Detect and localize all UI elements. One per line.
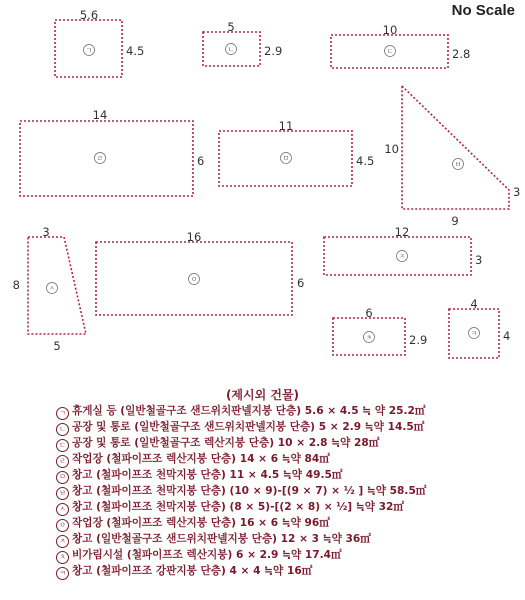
- building-d: [20, 108, 204, 196]
- building-marker: ㅋ: [470, 329, 478, 338]
- legend-item: [56, 484, 516, 500]
- legend-item: [56, 516, 516, 532]
- legend-marker: ㄹ: [56, 455, 69, 468]
- building-outline: [324, 237, 471, 275]
- legend-text: 비가림시설 (철파이프조 렉산지붕) 6 × 2.9 ≒약 17.4㎡: [72, 549, 342, 561]
- dimension-label: 9: [451, 214, 459, 228]
- dimension-label: 6: [365, 306, 373, 320]
- legend-marker: ㅇ: [56, 519, 69, 532]
- dimension-label: 4.5: [356, 154, 375, 168]
- building-marker: ㅊ: [365, 333, 373, 342]
- dimension-label: 12: [394, 225, 410, 239]
- scale-note: No Scale: [451, 2, 515, 19]
- building-marker: ㄷ: [386, 47, 394, 56]
- dimension-label: 6: [297, 276, 305, 290]
- dimension-label: 10: [382, 23, 398, 37]
- legend-text: 창고 (철파이프조 천막지붕 단층) (8 × 5)-[(2 × 8) × ½] ≒약 32㎡: [72, 501, 404, 513]
- legend-item: [56, 500, 516, 516]
- building-marker: ㅈ: [398, 252, 406, 261]
- dimension-label: 3: [42, 225, 50, 239]
- legend-marker: ㅈ: [56, 535, 69, 548]
- legend-text: 공장 및 통로 (일반철골구조 렉산지붕 단층) 10 × 2.8 ≒약 28㎡: [72, 437, 380, 449]
- building-marker: ㄹ: [96, 154, 104, 163]
- legend-item: [56, 452, 516, 468]
- legend-title: (제시외 건물): [225, 388, 300, 402]
- legend-item: [56, 548, 516, 564]
- legend-text: 창고 (일반철골구조 샌드위치판넬지붕 단층) 12 × 3 ≒약 36㎡: [72, 533, 371, 545]
- dimension-label: 5: [227, 20, 235, 34]
- legend-text: 창고 (철파이프조 천막지붕 단층) (10 × 9)-[(9 × 7) × ½ ] ≒약 58.5㎡: [72, 485, 427, 497]
- legend-marker: ㅋ: [56, 567, 69, 580]
- legend-text: 창고 (철파이프조 강판지붕 단층) 4 × 4 ≒약 16㎡: [72, 565, 313, 577]
- legend-marker: ㄱ: [56, 407, 69, 420]
- legend-text: 작업장 (철파이프조 렉산지붕 단층) 16 × 6 ≒약 96㎡: [72, 517, 330, 529]
- legend-text: 휴게실 등 (일반철골구조 샌드위치판넬지붕 단층) 5.6 × 4.5 ≒ 약 25.2㎡: [72, 405, 426, 417]
- dimension-label: 10: [384, 142, 399, 156]
- legend-item: [56, 468, 516, 484]
- building-marker: ㄴ: [227, 45, 235, 54]
- building-marker: ㅅ: [48, 284, 56, 293]
- legend-text: 창고 (철파이프조 천막지붕 단층) 11 × 4.5 ≒약 49.5㎡: [72, 469, 343, 481]
- building-b: [203, 20, 282, 66]
- legend-marker: ㅅ: [56, 503, 69, 516]
- dimension-label: 4.5: [126, 44, 145, 58]
- building-j: [333, 306, 427, 355]
- building-i: [324, 225, 482, 275]
- dimension-label: 16: [186, 230, 202, 244]
- dimension-label: 2.8: [452, 47, 471, 61]
- legend-item: [56, 436, 516, 452]
- building-h: [96, 230, 304, 315]
- legend-marker: ㄷ: [56, 439, 69, 452]
- dimension-label: 5: [53, 339, 61, 353]
- legend-marker: ㅊ: [56, 551, 69, 564]
- legend-item: [56, 420, 516, 436]
- building-f: [384, 86, 520, 228]
- dimension-label: 5.6: [79, 8, 99, 22]
- building-c: [331, 23, 470, 68]
- legend-text: 작업장 (철파이프조 렉산지붕 단층) 14 × 6 ≒약 84㎡: [72, 453, 330, 465]
- building-marker: ㅁ: [282, 154, 290, 163]
- dimension-label: 6: [197, 154, 205, 168]
- dimension-label: 2.9: [264, 44, 283, 58]
- legend-text: 공장 및 통로 (일반철골구조 샌드위치판넬지붕 단층) 5 × 2.9 ≒약 14.5㎡: [72, 421, 425, 433]
- building-marker: ㅇ: [190, 275, 198, 284]
- dimension-label: 11: [278, 119, 294, 133]
- building-e: [219, 119, 374, 186]
- building-outline: [402, 86, 509, 209]
- legend-marker: ㅁ: [56, 471, 69, 484]
- dimension-label: 2.9: [409, 333, 428, 347]
- building-outline: [20, 121, 193, 196]
- dimension-label: 3: [513, 185, 521, 199]
- building-g: [13, 225, 86, 353]
- legend-marker: ㅂ: [56, 487, 69, 500]
- building-marker: ㅂ: [454, 160, 462, 169]
- legend-list: [56, 404, 516, 580]
- legend-marker: ㄴ: [56, 423, 69, 436]
- legend-item: [56, 532, 516, 548]
- legend-item: [56, 404, 516, 420]
- dimension-label: 4: [470, 297, 478, 311]
- building-marker: ㄱ: [85, 46, 93, 55]
- building-k: [449, 297, 510, 358]
- dimension-label: 3: [475, 253, 483, 267]
- dimension-label: 14: [92, 108, 108, 122]
- dimension-label: 8: [12, 278, 20, 292]
- building-a: [55, 8, 144, 77]
- legend-item: [56, 564, 516, 580]
- dimension-label: 4: [503, 329, 511, 343]
